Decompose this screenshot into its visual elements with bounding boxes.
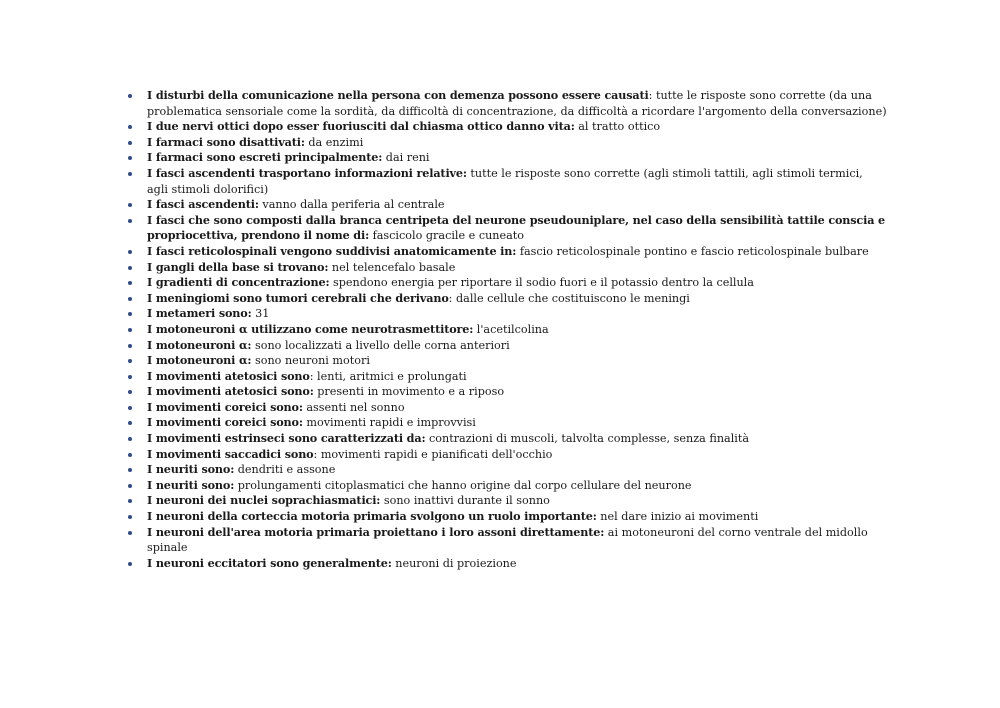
list-item (147, 166, 887, 197)
question-text: I meningiomi sono tumori cerebrali che derivano (147, 290, 449, 305)
question-text: I farmaci sono disattivati: (147, 134, 305, 149)
list-item (147, 400, 887, 416)
bullet-icon (128, 219, 132, 223)
list-item (147, 260, 887, 276)
bullet-icon (128, 375, 132, 379)
bullet-icon (128, 312, 132, 316)
bullet-icon (128, 141, 132, 145)
bullet-icon (128, 250, 132, 254)
answer-text: l'acetilcolina (473, 322, 549, 336)
answer-text: sono localizzati a livello delle corna anteriori (251, 338, 510, 352)
list-item (147, 213, 887, 244)
answer-text: prolungamenti citoplasmatici che hanno origine dal corpo cellulare del neurone (234, 478, 692, 492)
answer-text: spendono energia per riportare il sodio fuori e il potassio dentro la cellula (329, 276, 754, 290)
bullet-icon (128, 562, 132, 566)
bullet-icon (128, 484, 132, 488)
list-item (147, 509, 887, 525)
question-text: I neuriti sono: (147, 462, 235, 477)
question-text: I movimenti estrinseci sono caratterizzati da: (147, 431, 426, 446)
bullet-icon (128, 515, 132, 519)
answer-text: da enzimi (304, 135, 364, 149)
list-item (147, 135, 887, 151)
bullet-icon (128, 359, 132, 363)
answer-text: sono inattivi durante il sonno (380, 494, 550, 508)
question-text: I neuroni della corteccia motoria primaria svolgono un ruolo importante: (147, 509, 597, 524)
answer-text: vanno dalla periferia al centrale (258, 198, 445, 212)
answer-text: ai motoneuroni del corno ventrale del midollo spinale (147, 525, 868, 555)
answer-text: 31 (251, 307, 270, 321)
list-item (147, 525, 887, 556)
question-text: I neuroni dei nuclei soprachiasmatici: (147, 493, 381, 508)
question-text: I movimenti saccadici sono (147, 446, 314, 461)
list-item (147, 306, 887, 322)
bullet-icon (128, 125, 132, 129)
answer-text: fascio reticolospinale pontino e fascio reticolospinale bulbare (516, 244, 869, 258)
question-text: I due nervi ottici dopo esser fuoriusciti dal chiasma ottico danno vita: (147, 119, 575, 134)
question-text: I motoneuroni α: (147, 353, 252, 368)
question-answer-list (147, 88, 887, 571)
answer-text: nel telencefalo basale (328, 260, 456, 274)
list-item (147, 493, 887, 509)
question-text: I movimenti coreici sono: (147, 415, 303, 430)
bullet-icon (128, 468, 132, 472)
question-text: I movimenti atetosici sono (147, 368, 310, 383)
bullet-icon (128, 266, 132, 270)
list-item (147, 384, 887, 400)
bullet-icon (128, 203, 132, 207)
list-item (147, 462, 887, 478)
answer-text: : lenti, aritmici e prolungati (309, 369, 467, 383)
question-text: I motoneuroni α utilizzano come neurotrasmettitore: (147, 321, 474, 336)
answer-text: dendriti e assone (234, 463, 336, 477)
question-text: I disturbi della comunicazione nella persona con demenza possono essere causati (147, 88, 649, 102)
list-item (147, 150, 887, 166)
answer-text: : tutte le risposte sono corrette (da una problematica sensoriale come la sordità, da difficoltà di concentrazione, da difficoltà a ricordare l'argomento della conversazione) (147, 89, 887, 118)
question-text: I neuroni eccitatori sono generalmente: (147, 555, 392, 570)
bullet-icon (128, 344, 132, 348)
question-text: I gradienti di concentrazione: (147, 275, 330, 290)
question-text: I metameri sono: (147, 306, 252, 321)
question-text: I gangli della base si trovano: (147, 259, 329, 274)
list-item (147, 431, 887, 447)
bullet-icon (128, 531, 132, 535)
answer-text: contrazioni di muscoli, talvolta complesse, senza finalità (425, 432, 750, 446)
list-item (147, 322, 887, 338)
answer-text: al tratto ottico (574, 120, 661, 134)
question-text: I fasci reticolospinali vengono suddivisi anatomicamente in: (147, 243, 517, 258)
answer-text: : movimenti rapidi e pianificati dell'occhio (313, 447, 553, 461)
list-item (147, 478, 887, 494)
bullet-icon (128, 156, 132, 160)
question-text: I farmaci sono escreti principalmente: (147, 150, 383, 165)
question-text: I movimenti atetosici sono: (147, 384, 314, 399)
bullet-icon (128, 297, 132, 301)
bullet-icon (128, 406, 132, 410)
question-text: I fasci ascendenti trasportano informazioni relative: (147, 165, 467, 180)
question-text: I neuriti sono: (147, 477, 235, 492)
bullet-icon (128, 499, 132, 503)
list-item (147, 197, 887, 213)
bullet-icon (128, 421, 132, 425)
answer-text: : dalle cellule che costituiscono le meningi (448, 291, 690, 305)
list-item (147, 119, 887, 135)
answer-text: fascicolo gracile e cuneato (369, 229, 525, 243)
list-item (147, 447, 887, 463)
answer-text: neuroni di proiezione (391, 556, 517, 570)
list-item (147, 338, 887, 354)
bullet-icon (128, 390, 132, 394)
list-item (147, 415, 887, 431)
answer-text: assenti nel sonno (302, 400, 405, 414)
question-text: I fasci che sono composti dalla branca centripeta del neurone pseudouniplare, nel caso della sensibilità tattile conscia e propriocettiva, prendono il nome di: (147, 212, 886, 243)
list-item (147, 88, 887, 119)
list-item (147, 369, 887, 385)
question-text: I movimenti coreici sono: (147, 399, 303, 414)
answer-text: sono neuroni motori (251, 354, 370, 368)
answer-text: nel dare inizio ai movimenti (596, 510, 759, 524)
list-item (147, 244, 887, 260)
answer-text: movimenti rapidi e improvvisi (302, 416, 476, 430)
list-item (147, 353, 887, 369)
bullet-icon (128, 281, 132, 285)
answer-text: dai reni (382, 151, 430, 165)
list-item (147, 556, 887, 572)
question-text: I motoneuroni α: (147, 337, 252, 352)
bullet-icon (128, 328, 132, 332)
question-text: I neuroni dell'area motoria primaria proiettano i loro assoni direttamente: (147, 524, 605, 539)
answer-text: presenti in movimento e a riposo (313, 385, 505, 399)
answer-text: tutte le risposte sono corrette (agli stimoli tattili, agli stimoli termici, agli stimoli dolorifici) (147, 166, 863, 196)
list-item (147, 291, 887, 307)
bullet-icon (128, 172, 132, 176)
list-item (147, 275, 887, 291)
bullet-icon (128, 453, 132, 457)
bullet-icon (128, 94, 132, 98)
bullet-icon (128, 437, 132, 441)
question-text: I fasci ascendenti: (147, 197, 259, 212)
